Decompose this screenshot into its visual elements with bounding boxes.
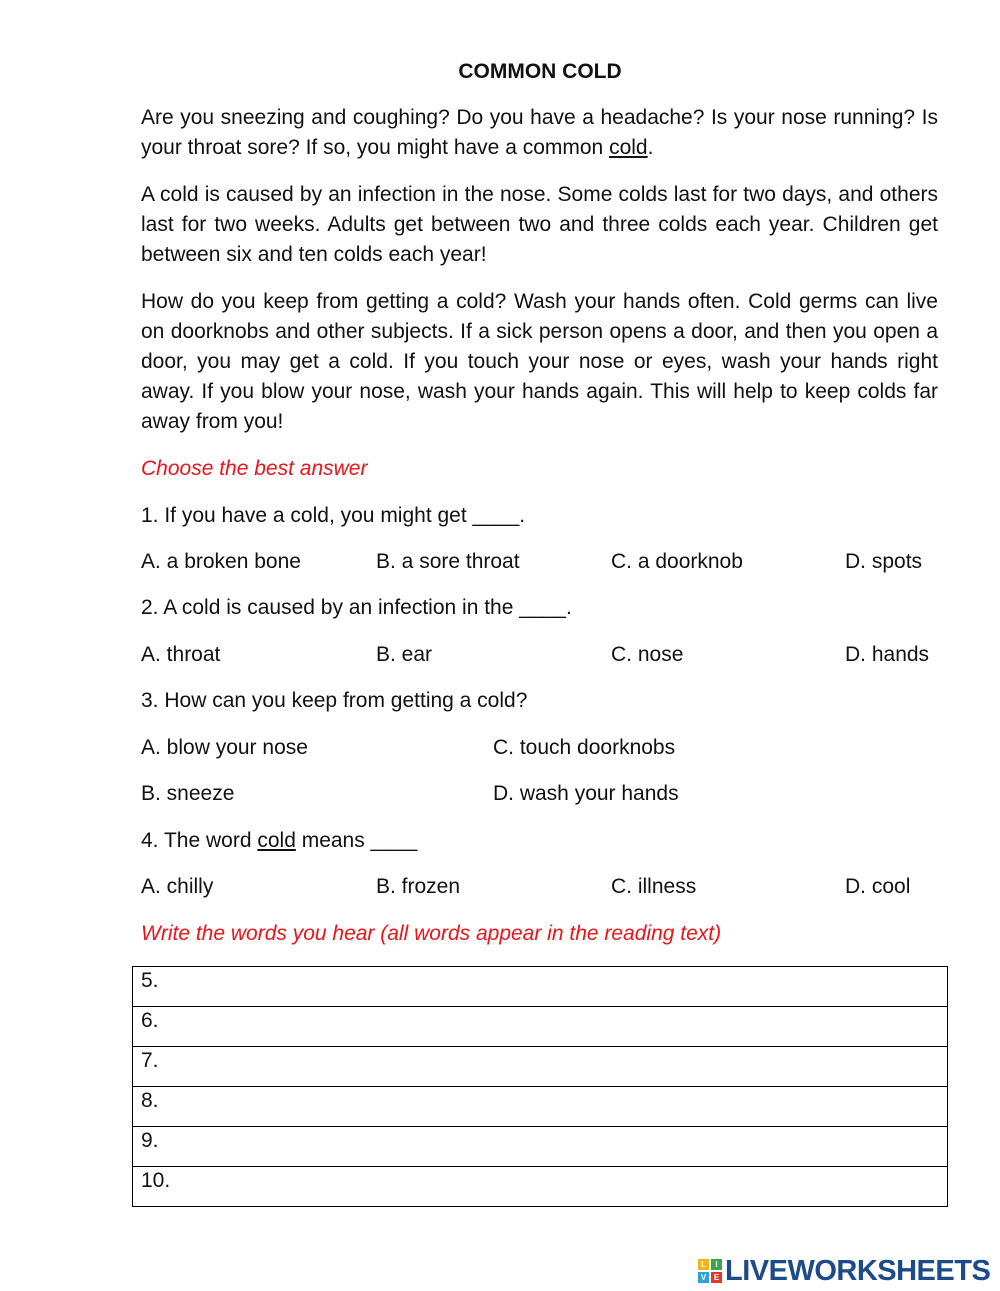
answer-cell-6[interactable]: 6.: [133, 1007, 948, 1047]
logo-block: V: [698, 1272, 709, 1283]
answer-table: [132, 966, 948, 1207]
question-1: 1. If you have a cold, you might get ____.: [141, 504, 526, 527]
question-1-option-a[interactable]: A. a broken bone: [141, 550, 301, 573]
question-4: [141, 829, 417, 853]
paragraph-2: A cold is caused by an infection in the nose. Some colds last for two days, and others last for two weeks. Adults get between two and three colds each year. Children get between six and ten colds each year!: [141, 183, 938, 266]
question-3-option-b[interactable]: B. sneeze: [141, 782, 235, 805]
question-2-option-b[interactable]: B. ear: [376, 643, 433, 666]
question-4-option-c[interactable]: C. illness: [611, 875, 697, 898]
page-title: COMMON COLD: [458, 60, 622, 83]
question-2-option-a[interactable]: A. throat: [141, 643, 221, 666]
answer-row[interactable]: [133, 967, 948, 1007]
answer-cell-7[interactable]: 7.: [133, 1047, 948, 1087]
question-4-underlined-word: cold: [257, 829, 296, 852]
logo-text: LIVEWORKSHEETS: [725, 1254, 991, 1287]
question-1-option-d[interactable]: D. spots: [845, 550, 923, 573]
question-1-option-b[interactable]: B. a sore throat: [376, 550, 520, 573]
paragraph-1-end: .: [647, 136, 654, 159]
question-2-option-c[interactable]: C. nose: [611, 643, 684, 666]
paragraph-1: [141, 103, 938, 163]
question-4-text: 4. The word: [141, 829, 258, 852]
answer-cell-9[interactable]: 9.: [133, 1127, 948, 1167]
question-4-option-d[interactable]: D. cool: [845, 875, 911, 898]
answer-cell-5[interactable]: 5.: [133, 967, 948, 1007]
section-instruction-write: Write the words you hear (all words appear in the reading text): [141, 922, 722, 945]
logo-block: L: [698, 1259, 709, 1270]
section-instruction-choose: Choose the best answer: [141, 457, 368, 480]
answer-cell-10[interactable]: 10.: [133, 1167, 948, 1207]
paragraph-1-text: Are you sneezing and coughing? Do you have a headache? Is your nose running? Is your throat sore? If so, you might have a common: [141, 106, 938, 159]
underlined-word-cold: cold: [609, 136, 648, 159]
answer-row[interactable]: [133, 1167, 948, 1207]
question-2: 2. A cold is caused by an infection in the ____.: [141, 596, 572, 619]
question-4-option-b[interactable]: B. frozen: [376, 875, 461, 898]
answer-row[interactable]: [133, 1007, 948, 1047]
question-4-option-a[interactable]: A. chilly: [141, 875, 214, 898]
liveworksheets-logo: [698, 1253, 990, 1289]
answer-row[interactable]: [133, 1127, 948, 1167]
question-3-option-a[interactable]: A. blow your nose: [141, 736, 308, 759]
question-3-option-c[interactable]: C. touch doorknobs: [493, 736, 676, 759]
logo-block: I: [711, 1259, 722, 1270]
answer-row[interactable]: [133, 1047, 948, 1087]
logo-block: E: [711, 1272, 722, 1283]
question-3: 3. How can you keep from getting a cold?: [141, 689, 528, 712]
question-4-blank: means ____: [295, 829, 418, 852]
question-3-option-d[interactable]: D. wash your hands: [493, 782, 679, 805]
answer-row[interactable]: [133, 1087, 948, 1127]
question-1-option-c[interactable]: C. a doorknob: [611, 550, 743, 573]
question-2-option-d[interactable]: D. hands: [845, 643, 930, 666]
paragraph-3: How do you keep from getting a cold? Wash your hands often. Cold germs can live on doorknobs and other subjects. If a sick person opens a door, and then you open a door, you may get a cold. If you touch your nose or eyes, wash your hands right away. If you blow your nose, wash your hands again. This will help to keep colds far away from you!: [141, 290, 938, 433]
logo-blocks-icon: [698, 1259, 722, 1283]
answer-cell-8[interactable]: 8.: [133, 1087, 948, 1127]
